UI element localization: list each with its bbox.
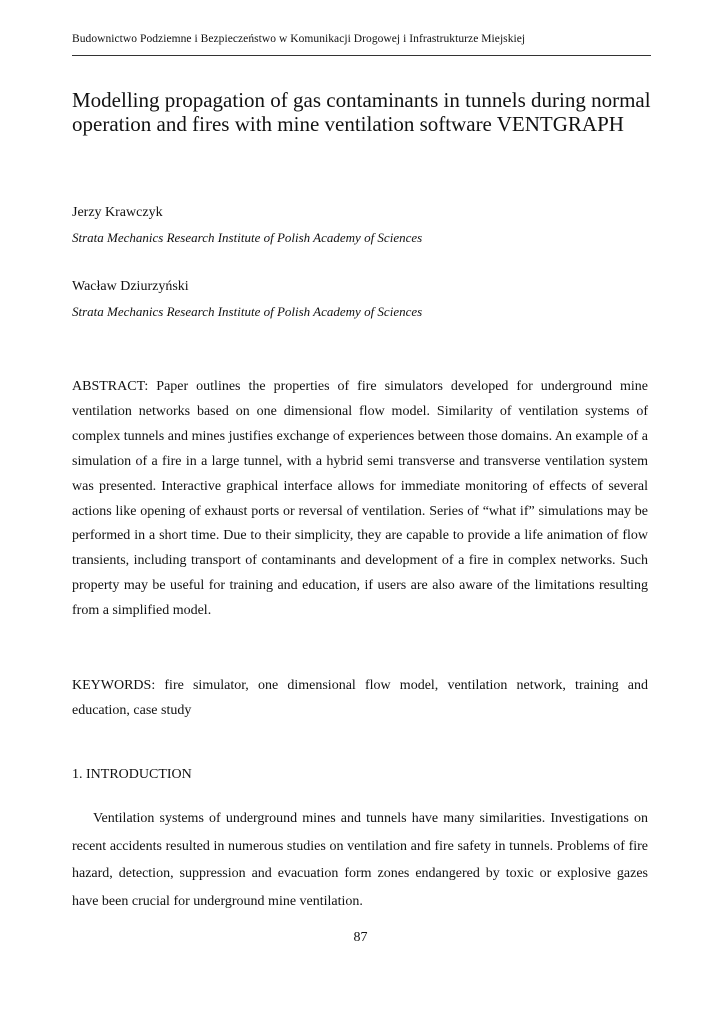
keywords: KEYWORDS: fire simulator, one dimensional flow model, ventilation network, training and education, case study bbox=[72, 678, 648, 718]
body-paragraph: Ventilation systems of underground mines and tunnels have many similarities. Investigations on recent accidents resulted in numerous studies on ventilation and fire safety in tunnels. Problems of fire hazard, detection, suppression and evacuation form zones endangered by toxic or explosive gazes have been crucial for underground mine ventilation. bbox=[72, 811, 648, 909]
author-name: Wacław Dziurzyński bbox=[72, 279, 189, 294]
header-divider bbox=[72, 55, 651, 56]
author-name: Jerzy Krawczyk bbox=[72, 205, 163, 220]
paper-title: Modelling propagation of gas contaminants in tunnels during normal operation and fires with mine ventilation software VENTGRAPH bbox=[72, 88, 651, 136]
author-affiliation: Strata Mechanics Research Institute of Polish Academy of Sciences bbox=[72, 230, 423, 245]
section-heading: 1. INTRODUCTION bbox=[72, 767, 192, 782]
abstract: ABSTRACT: Paper outlines the properties of fire simulators developed for underground mine ventilation networks based on one dimensional flow model. Similarity of ventilation systems of complex tunnels and mines justifies exchange of experiences between those domains. An example of a simulation of a fire in a large tunnel, with a hybrid semi transverse and transverse ventilation system was presented. Interactive graphical interface allows for immediate monitoring of effects of several actions like opening of exhaust ports or reversal of ventilation. Series of “what if” simulations may be performed in a short time. Due to their simplicity, they are capable to provide a life animation of flow transients, including transport of contaminants and development of a fire in complex networks. Such property may be useful for training and education, if users are also aware of the limitations resulting from a simplified model. bbox=[72, 379, 648, 619]
running-head: Budownictwo Podziemne i Bezpieczeństwo w Komunikacji Drogowej i Infrastrukturze Miejskiej bbox=[72, 33, 526, 45]
page-number: 87 bbox=[353, 930, 368, 945]
author-affiliation: Strata Mechanics Research Institute of Polish Academy of Sciences bbox=[72, 304, 423, 319]
